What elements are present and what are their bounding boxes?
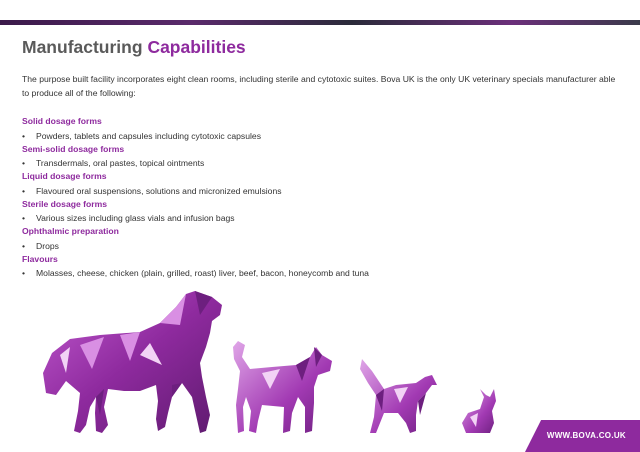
top-decorative-bar bbox=[0, 20, 640, 25]
section-title: Semi-solid dosage forms bbox=[22, 143, 125, 154]
section-item bbox=[22, 239, 622, 253]
bullet: • bbox=[22, 130, 26, 141]
section-item-text: Various sizes including glass vials and infusion bags bbox=[36, 213, 235, 223]
section-item bbox=[22, 266, 622, 280]
section-title: Ophthalmic preparation bbox=[22, 226, 119, 236]
section-sterile bbox=[22, 198, 622, 226]
section-item bbox=[22, 129, 622, 143]
section-item-text: Transdermals, oral pastes, topical ointments bbox=[36, 158, 205, 168]
horse-icon bbox=[43, 291, 222, 433]
section-title: Liquid dosage forms bbox=[22, 171, 107, 181]
section-item-text: Molasses, cheese, chicken (plain, grilled, roast) liver, beef, bacon, honeycomb and tuna bbox=[36, 268, 369, 278]
title-part-2: Capabilities bbox=[147, 37, 246, 57]
section-title: Sterile dosage forms bbox=[22, 198, 108, 209]
section-liquid bbox=[22, 170, 622, 198]
bullet: • bbox=[22, 158, 26, 168]
section-item-text: Powders, tablets and capsules including cytotoxic capsules bbox=[36, 130, 261, 141]
section-flavours bbox=[22, 253, 622, 281]
rabbit-icon bbox=[462, 389, 496, 433]
section-item-text: Flavoured oral suspensions, solutions and micronized emulsions bbox=[36, 185, 282, 196]
section-semi-solid bbox=[22, 143, 622, 171]
section-item bbox=[22, 211, 622, 225]
bullet: • bbox=[22, 213, 26, 223]
page-title bbox=[22, 37, 246, 58]
section-ophthalmic bbox=[22, 225, 622, 253]
dosage-sections bbox=[22, 115, 622, 280]
section-title: Flavours bbox=[22, 253, 58, 264]
section-solid bbox=[22, 115, 622, 143]
section-item bbox=[22, 156, 622, 170]
section-item bbox=[22, 184, 622, 198]
website-link[interactable]: WWW.BOVA.CO.UK bbox=[546, 431, 626, 440]
bullet: • bbox=[22, 268, 26, 278]
bullet: • bbox=[22, 185, 26, 196]
section-title: Solid dosage forms bbox=[22, 116, 102, 126]
intro-paragraph: The purpose built facility incorporates eight clean rooms, including sterile and cytotoxic suites. Bova UK is the only UK veterinary specials manufacturer able to produce all of the following: bbox=[22, 74, 616, 98]
title-part-1: Manufacturing bbox=[22, 37, 143, 57]
bullet: • bbox=[22, 240, 26, 251]
section-item-text: Drops bbox=[36, 240, 59, 251]
cat-icon bbox=[360, 359, 437, 433]
dog-icon bbox=[233, 341, 332, 433]
